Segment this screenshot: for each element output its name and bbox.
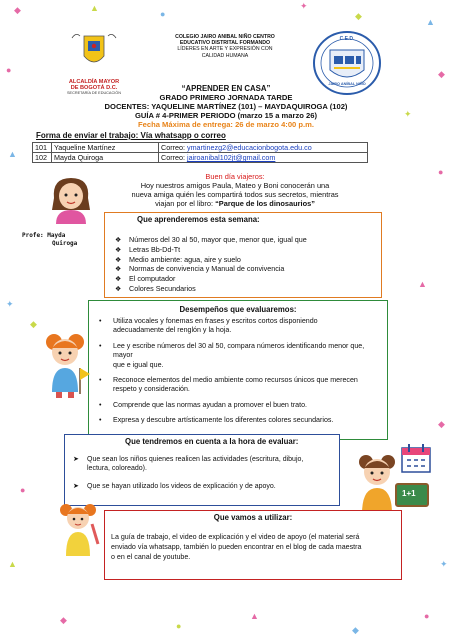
grade-line: GRADO PRIMERO JORNADA TARDE bbox=[159, 93, 293, 102]
list-item bbox=[115, 245, 307, 255]
performance-line: adecuadamente del renglón y la hoja. bbox=[113, 326, 232, 335]
performance-box bbox=[88, 300, 388, 440]
learn-item: Colores Secundarios bbox=[129, 283, 196, 293]
contact-email-cell bbox=[159, 153, 368, 163]
left-logo-line: DE BOGOTÁ D.C. bbox=[70, 85, 118, 92]
email-label: Correo: bbox=[161, 143, 185, 152]
learn-item: Letras Bb-Dd-Tt bbox=[129, 244, 181, 254]
teacher-avatar bbox=[44, 176, 98, 224]
send-method-title: Forma de enviar el trabajo: Vía whatsapp o correo bbox=[36, 131, 226, 140]
contact-email-link[interactable]: jairoanibal102jt@gmail.com bbox=[186, 153, 276, 162]
list-item bbox=[73, 455, 335, 474]
teacher-caption-line: Profe: Mayda bbox=[22, 232, 66, 239]
materials-title: Que vamos a utilizar: bbox=[213, 513, 293, 522]
dot-bullet-icon: • bbox=[99, 400, 102, 409]
performance-line: Comprende que las normas ayudan a promover el buen trato. bbox=[113, 400, 308, 409]
board-text: 1+1 bbox=[402, 489, 416, 498]
school-line: COLEGIO JAIRO ANIBAL NIÑO CENTRO bbox=[175, 34, 275, 40]
list-item bbox=[115, 255, 307, 265]
materials-line: enviado vía whatsapp, también lo pueden encontrar en el blog de cada maestra bbox=[111, 542, 362, 551]
diamond-bullet-icon: ❖ bbox=[115, 254, 122, 264]
performance-line: Lee y escribe números del 30 al 50, compara números identificando menor que, mayor bbox=[113, 341, 365, 360]
learn-item: Números del 30 al 50, mayor que, menor que, igual que bbox=[129, 235, 307, 244]
diamond-bullet-icon: ❖ bbox=[115, 235, 122, 244]
right-logo-ring: JAIRO ANÍBAL NIÑO bbox=[328, 82, 366, 86]
table-row bbox=[33, 153, 368, 163]
school-line: LÍDERES EN ARTE Y EXPRESIÓN CON bbox=[177, 46, 273, 53]
contact-email-cell bbox=[159, 143, 368, 153]
left-logo-line: ALCALDÍA MAYOR bbox=[68, 79, 120, 85]
diamond-bullet-icon: ❖ bbox=[115, 244, 122, 254]
evaluation-line: lectura, coloreado). bbox=[87, 465, 147, 473]
greeting bbox=[90, 172, 380, 208]
dot-bullet-icon: • bbox=[99, 416, 102, 425]
school-name bbox=[160, 34, 290, 59]
diamond-bullet-icon: ❖ bbox=[115, 283, 122, 293]
email-label: Correo: bbox=[161, 153, 185, 162]
greeting-line: nueva amiga quién les compartirá todos sus secretos, mientras bbox=[131, 190, 339, 199]
learn-title: Que aprenderemos esta semana: bbox=[137, 215, 260, 224]
list-item bbox=[99, 376, 381, 395]
performance-line: Expresa y descubre artísticamente los diferentes colores secundarios. bbox=[113, 416, 334, 425]
list-item bbox=[115, 284, 307, 294]
girl-with-pencil-icon bbox=[56, 500, 100, 558]
list-item bbox=[99, 416, 381, 425]
learn-item: Medio ambiente: agua, aire y suelo bbox=[129, 254, 241, 264]
girl-pencil-illustration bbox=[56, 500, 100, 558]
contact-email: ymartinezg2@educacionbogota.edu.co bbox=[186, 143, 312, 152]
learn-item: Normas de convivencia y Manual de convivencia bbox=[129, 264, 285, 274]
learn-list bbox=[115, 235, 307, 294]
materials-text bbox=[111, 533, 397, 562]
performance-line: que e igual que. bbox=[113, 360, 164, 369]
evaluation-title: Que tendremos en cuenta a la hora de evaluar: bbox=[125, 437, 299, 446]
contact-name: Yaqueline Martínez bbox=[52, 143, 159, 153]
list-item bbox=[99, 342, 381, 370]
school-line: EDUCATIVO DISTRITAL FORMANDO bbox=[179, 40, 271, 47]
performance-line: respeto y consideración. bbox=[113, 385, 190, 394]
book-title: “Parque de los dinosaurios” bbox=[215, 199, 315, 208]
right-logo-text: C.E.D. bbox=[339, 36, 355, 42]
materials-box bbox=[104, 510, 402, 580]
list-item bbox=[115, 264, 307, 274]
page-title: “APRENDER EN CASA” bbox=[181, 84, 271, 93]
greeting-line bbox=[90, 199, 380, 208]
guide-line: GUÍA # 4-PRIMER PERIODO (marzo 15 a marzo 26) bbox=[134, 111, 318, 120]
contact-grade: 102 bbox=[33, 153, 52, 163]
left-logo-line: SECRETARÍA DE EDUCACIÓN bbox=[67, 91, 121, 96]
materials-line: La guía de trabajo, el video de explicación y el video de apoyo (el material será bbox=[111, 533, 360, 541]
teachers-line: DOCENTES: YAQUELINE MARTÍNEZ (101) – MAYDAQUIROGA (102) bbox=[104, 102, 348, 111]
dot-bullet-icon: • bbox=[99, 376, 102, 385]
list-item bbox=[115, 274, 307, 284]
coat-of-arms-icon bbox=[52, 32, 136, 74]
greeting-prefix: viajan por el libro: bbox=[155, 199, 214, 208]
evaluation-line: Que se hayan utilizado los videos de explicación y de apoyo. bbox=[87, 482, 276, 490]
learn-box bbox=[104, 212, 382, 298]
evaluation-line: Que sean los niños quienes realicen las actividades (escritura, dibujo, bbox=[87, 456, 304, 463]
greeting-title: Buen día viajeros: bbox=[205, 172, 265, 181]
arrow-bullet-icon: ➤ bbox=[73, 482, 79, 490]
performance-line: Reconoce elementos del medio ambiente como recursos únicos que merecen bbox=[113, 376, 358, 385]
dot-bullet-icon: • bbox=[99, 317, 102, 325]
list-item bbox=[99, 401, 381, 410]
teacher-caption-line: Quiroga bbox=[52, 240, 78, 247]
table-row bbox=[33, 143, 368, 153]
performance-list bbox=[99, 317, 381, 426]
arrow-bullet-icon: ➤ bbox=[73, 456, 79, 463]
diamond-bullet-icon: ❖ bbox=[115, 264, 122, 274]
performance-title: Desempeños que evaluaremos: bbox=[179, 305, 297, 314]
list-item bbox=[73, 482, 335, 491]
performance-line: Utiliza vocales y fonemas en frases y escritos cortos disponiendo bbox=[113, 317, 318, 325]
teacher-caption bbox=[22, 232, 77, 248]
contact-name: Mayda Quiroga bbox=[52, 153, 159, 163]
evaluation-box bbox=[64, 434, 340, 506]
girl-with-flag-icon bbox=[36, 328, 92, 398]
dot-bullet-icon: • bbox=[99, 341, 102, 350]
contact-grade: 101 bbox=[33, 143, 52, 153]
contacts-table bbox=[32, 142, 368, 163]
deadline-line: Fecha Máxima de entrega: 26 de marzo 4:00 p.m. bbox=[138, 120, 314, 129]
teacher-cartoon-icon bbox=[44, 176, 98, 224]
evaluation-list bbox=[73, 455, 335, 491]
learn-item: El computador bbox=[129, 274, 176, 284]
materials-line: o en el canal de youtube. bbox=[111, 552, 191, 561]
girl-flag-illustration bbox=[36, 328, 92, 398]
school-line: CALIDAD HUMANA bbox=[201, 52, 249, 59]
list-item bbox=[99, 317, 381, 336]
diamond-bullet-icon: ❖ bbox=[115, 274, 122, 284]
list-item bbox=[115, 235, 307, 245]
greeting-line: Hoy nuestros amigos Paula, Mateo y Boni conocerán una bbox=[140, 181, 330, 190]
